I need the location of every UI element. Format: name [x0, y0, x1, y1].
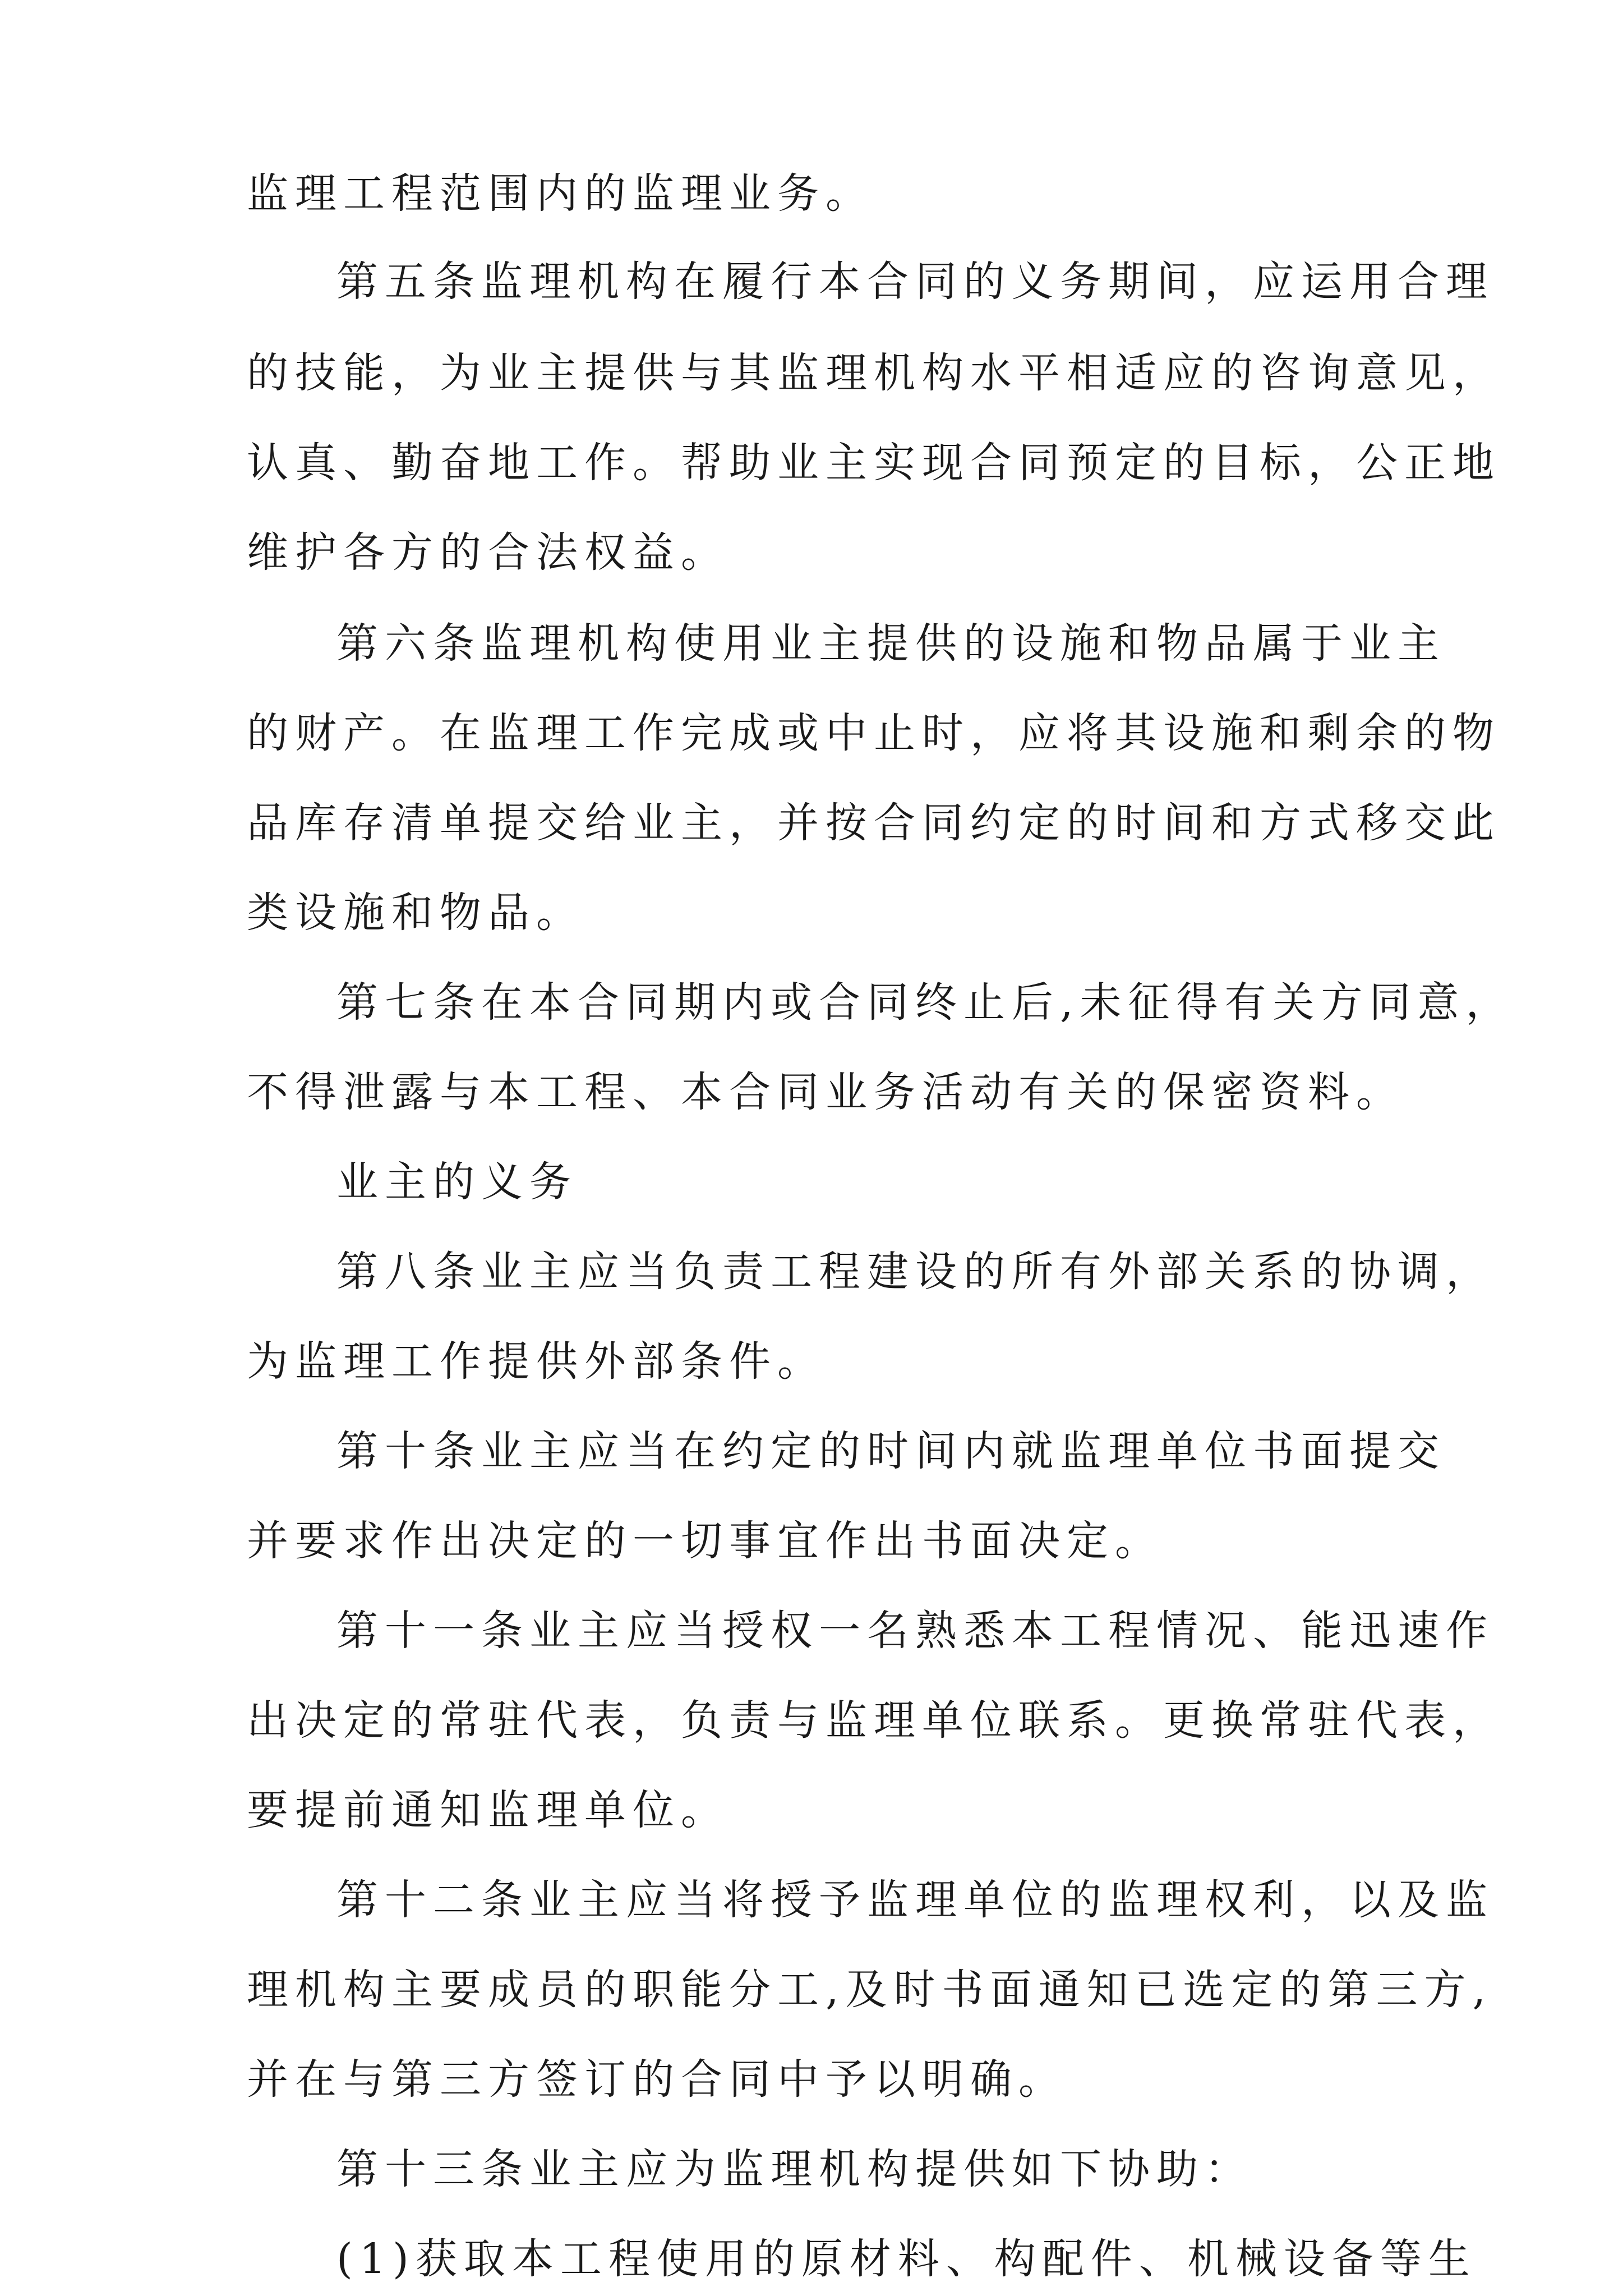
text-line: 第七条在本合同期内或合同终止后,未征得有关方同意，: [336, 978, 1514, 1027]
text-line: 要提前通知监理单位。: [247, 1786, 729, 1834]
text-line: 业主的义务: [336, 1158, 578, 1206]
text-line: 维护各方的合法权益。: [247, 528, 729, 577]
text-line: 出决定的常驻代表，负责与监理单位联系。更换常驻代表，: [247, 1696, 1501, 1745]
text-line: 第十条业主应当在约定的时间内就监理单位书面提交: [336, 1427, 1446, 1475]
text-line: 为监理工作提供外部条件。: [247, 1337, 826, 1386]
text-line: 品库存清单提交给业主，并按合同约定的时间和方式移交此: [247, 799, 1501, 847]
text-line: 并要求作出决定的一切事宜作出书面决定。: [247, 1517, 1163, 1565]
text-line: 理机构主要成员的职能分工,及时书面通知已选定的第三方,: [247, 1966, 1493, 2014]
text-line: 的财产。在监理工作完成或中止时，应将其设施和剩余的物: [247, 709, 1501, 757]
text-line: 不得泄露与本工程、本合同业务活动有关的保密资料。: [247, 1068, 1404, 1116]
text-line: 监理工程范围内的监理业务。: [247, 169, 874, 218]
text-line: 第十三条业主应为监理机构提供如下协助：: [336, 2145, 1253, 2193]
text-line: 认真、勤奋地工作。帮助业主实现合同预定的目标，公正地: [247, 439, 1501, 487]
text-line: 的技能，为业主提供与其监理机构水平相适应的咨询意见，: [247, 349, 1501, 397]
text-line: 第五条监理机构在履行本合同的义务期间，应运用合理: [336, 257, 1494, 306]
text-line: (1)获取本工程使用的原材料、构配件、机械设备等生: [336, 2235, 1477, 2283]
text-line: 第八条业主应当负责工程建设的所有外部关系的协调，: [336, 1248, 1494, 1296]
text-line: 第十一条业主应当授权一名熟悉本工程情况、能迅速作: [336, 1607, 1494, 1655]
text-line: 类设施和物品。: [247, 889, 584, 937]
text-line: 并在与第三方签订的合同中予以明确。: [247, 2055, 1067, 2104]
text-line: 第六条监理机构使用业主提供的设施和物品属于业主: [336, 619, 1446, 668]
text-line: 第十二条业主应当将授予监理单位的监理权利，以及监: [336, 1876, 1494, 1924]
